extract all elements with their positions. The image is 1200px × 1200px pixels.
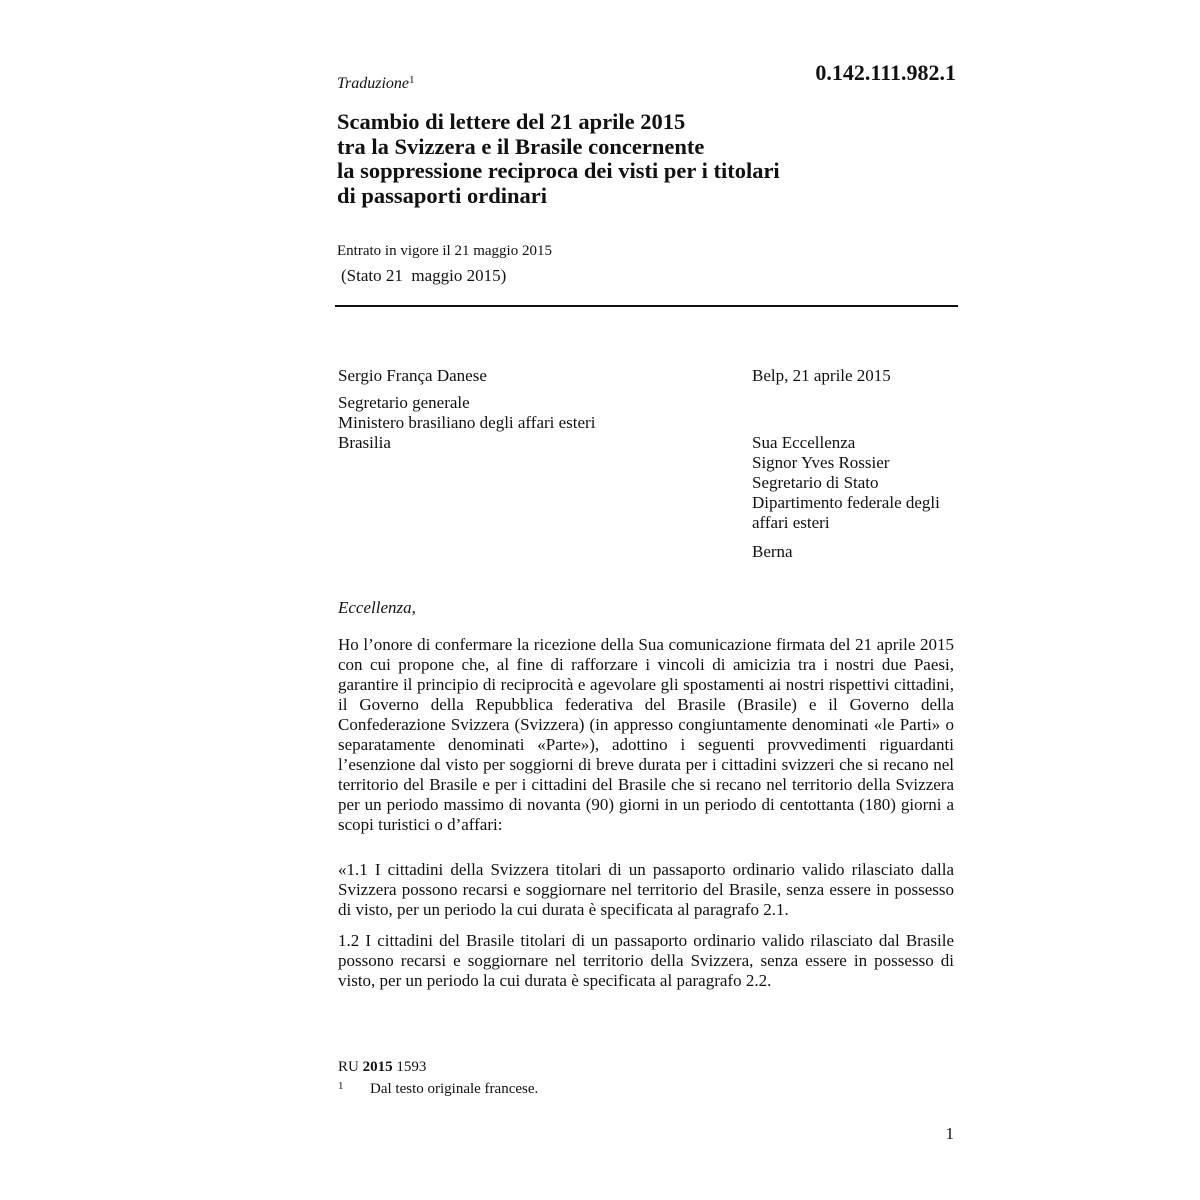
body-paragraph: Ho l’onore di confermare la ricezione della Sua comunicazione firmata del 21 aprile 2015 con cui propone che, al fine di rafforzare i vincoli di amicizia tra i nostri due Paesi, garantire il principio di reciprocità e agevolare gli spostamenti ai nostri rispettivi cittadini, il Governo della Repubblica federativa del Brasile (Brasile) e il Governo della Confederazione Svizzera (Svizzera) (in appresso congiuntamente denominati «le Parti» o separatamente denominati «Parte»), adottino i seguenti provvedimenti riguardanti l’esenzione dal visto per soggiorni di breve durata per i cittadini svizzeri che si recano nel territorio del Brasile e per i cittadini del Brasile che si recano nel territorio della Svizzera per un periodo massimo di novanta (90) giorni in un periodo di centottanta (180) giorni a scopi turistici o d’affari: [338, 635, 954, 834]
page-number: 1 [945, 1124, 954, 1143]
official-compilation-reference [338, 1059, 426, 1076]
recipient-address-line: Dipartimento federale degli [752, 493, 940, 512]
recipient-address-line: affari esteri [752, 513, 830, 532]
sender-address-line: Segretario generale [338, 393, 470, 412]
footnote [338, 1080, 538, 1098]
body-paragraph: «1.1 I cittadini della Svizzera titolari di un passaporto ordinario valido rilasciato dalla Svizzera possono recarsi e soggiornare nel territorio del Brasile, senza essere in possesso di visto, per un periodo la cui durata è specificata al paragrafo 2.1. [338, 860, 954, 919]
sender-name: Sergio França Danese [338, 366, 487, 385]
title-line: tra la Svizzera e il Brasile concernente [337, 133, 705, 159]
sender-address-line: Ministero brasiliano degli affari esteri [338, 413, 596, 432]
sr-number: 0.142.111.982.1 [815, 60, 956, 85]
recipient-address-line: Signor Yves Rossier [752, 453, 890, 472]
ru-page: 1593 [396, 1059, 427, 1075]
title-line: di passaporti ordinari [337, 182, 548, 208]
translation-footnote-marker: 1 [409, 74, 415, 86]
sender-address [338, 393, 595, 453]
footnote-text: Dal testo originale francese. [370, 1081, 539, 1097]
sender-address-line: Brasilia [338, 433, 391, 452]
status-date: (Stato 21 maggio 2015) [341, 266, 507, 285]
title-line: Scambio di lettere del 21 aprile 2015 [337, 109, 686, 134]
entry-into-force: Entrato in vigore il 21 maggio 2015 [337, 243, 552, 259]
translation-label [337, 74, 415, 93]
ru-prefix: RU [338, 1059, 359, 1075]
ru-year: 2015 [362, 1059, 393, 1075]
recipient-city: Berna [752, 542, 793, 561]
translation-label-text: Traduzione [337, 75, 410, 92]
footnote-number: 1 [338, 1080, 344, 1092]
salutation: Eccellenza, [338, 598, 416, 617]
place-date: Belp, 21 aprile 2015 [752, 366, 891, 385]
body-paragraph: 1.2 I cittadini del Brasile titolari di un passaporto ordinario valido rilasciato dal Brasile possono recarsi e soggiornare nel territorio della Svizzera, senza essere in possesso di visto, per un periodo la cui durata è specificata al paragrafo 2.2. [338, 931, 954, 990]
document-title [337, 110, 937, 208]
recipient-address-line: Sua Eccellenza [752, 433, 856, 452]
recipient-address [752, 433, 940, 533]
header-divider [335, 305, 958, 307]
title-line: la soppressione reciproca dei visti per i titolari [337, 158, 780, 183]
recipient-address-line: Segretario di Stato [752, 473, 879, 492]
